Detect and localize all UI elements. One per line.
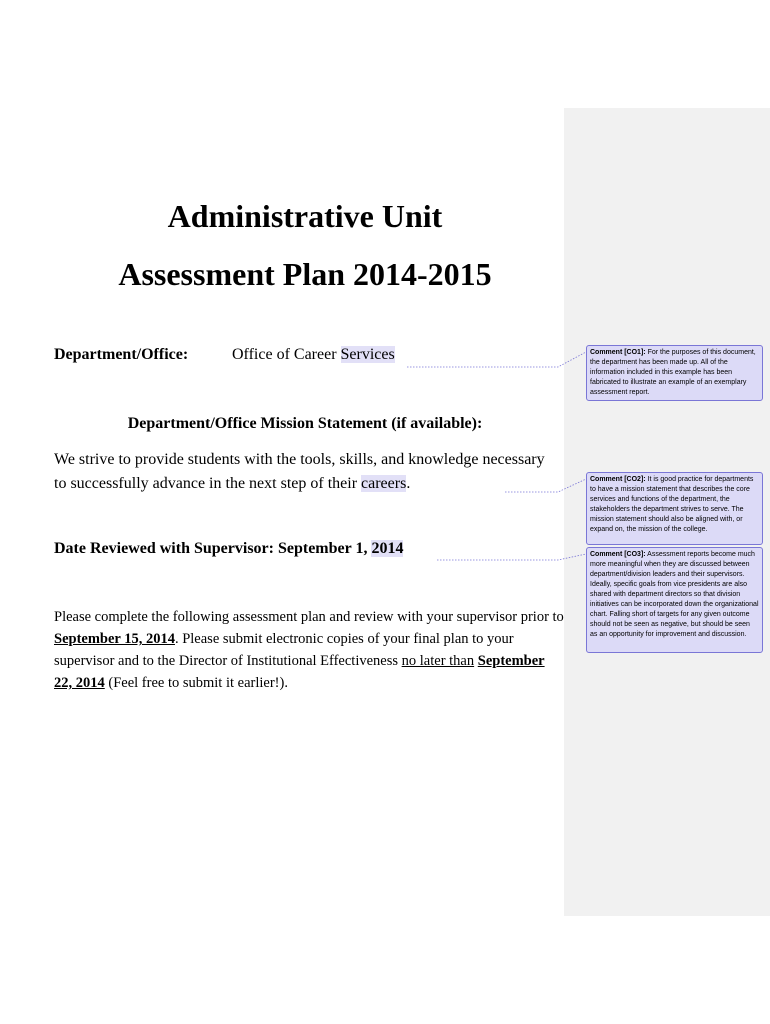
- department-value: [232, 346, 395, 364]
- comment-text: Assessment reports become much more meaningful when they are discussed between department/division leaders and their supervisors. Ideally, specific goals from vice presidents are also shared with department directors so that division initiatives can be incorporated down the organizational chart. Falling short of targets for any given outcome should not be seen as negative, but should be seen as an opportunity for improvement and discussion.: [590, 551, 759, 638]
- comment-text: For the purposes of this document, the department has been made up. All of the information included in this example has been fabricated to illustrate an example of an exemplary assessment report.: [590, 349, 756, 396]
- comment-anchor-co1[interactable]: Services: [340, 346, 395, 363]
- mission-text-end: .: [406, 475, 411, 492]
- final-deadline-date: September 22, 2014: [54, 653, 545, 691]
- date-reviewed: [54, 540, 403, 558]
- comment-label: Comment [CO3]:: [590, 551, 646, 558]
- deadline-phrase: no later than: [401, 653, 475, 669]
- comment-balloon-co1[interactable]: [586, 345, 763, 401]
- document-title-line-1: Administrative Unit: [167, 198, 443, 234]
- instructions-text-2: . Please submit electronic copies of your final plan to your supervisor and to the Director of Institutional Effectiveness: [54, 631, 514, 669]
- mission-heading: Department/Office Mission Statement (if available):: [127, 415, 483, 432]
- comment-balloon-co3[interactable]: [586, 547, 763, 653]
- comment-label: Comment [CO1]:: [590, 349, 646, 356]
- comment-balloon-co2[interactable]: [586, 472, 763, 545]
- leader-line-co1: [407, 352, 586, 367]
- instructions-text-1: Please complete the following assessment plan and review with your supervisor prior to: [54, 609, 564, 625]
- mission-text: We strive to provide students with the tools, skills, and knowledge necessary to successfully advance in the next step of their: [54, 451, 545, 492]
- instructions-text-4: (Feel free to submit it earlier!).: [104, 675, 288, 691]
- first-deadline-date: September 15, 2014: [54, 631, 175, 647]
- document-title-line-2: Assessment Plan 2014-2015: [118, 256, 492, 292]
- comment-text: It is good practice for departments to have a mission statement that describes the core services and functions of the department, the stakeholders the department strives to serve. The mission statement should also be aligned with, or expand on, the mission of the college.: [590, 476, 754, 533]
- comment-anchor-co2[interactable]: careers: [361, 475, 407, 492]
- comment-label: Comment [CO2]:: [590, 476, 646, 483]
- instructions-paragraph: [54, 606, 564, 694]
- department-label: Department/Office:: [54, 346, 189, 363]
- mission-statement: [54, 448, 554, 496]
- date-reviewed-label: Date Reviewed with Supervisor: September 1,: [54, 540, 372, 557]
- comment-anchor-co3[interactable]: 2014: [371, 540, 404, 557]
- department-value-text: Office of Career: [232, 346, 341, 363]
